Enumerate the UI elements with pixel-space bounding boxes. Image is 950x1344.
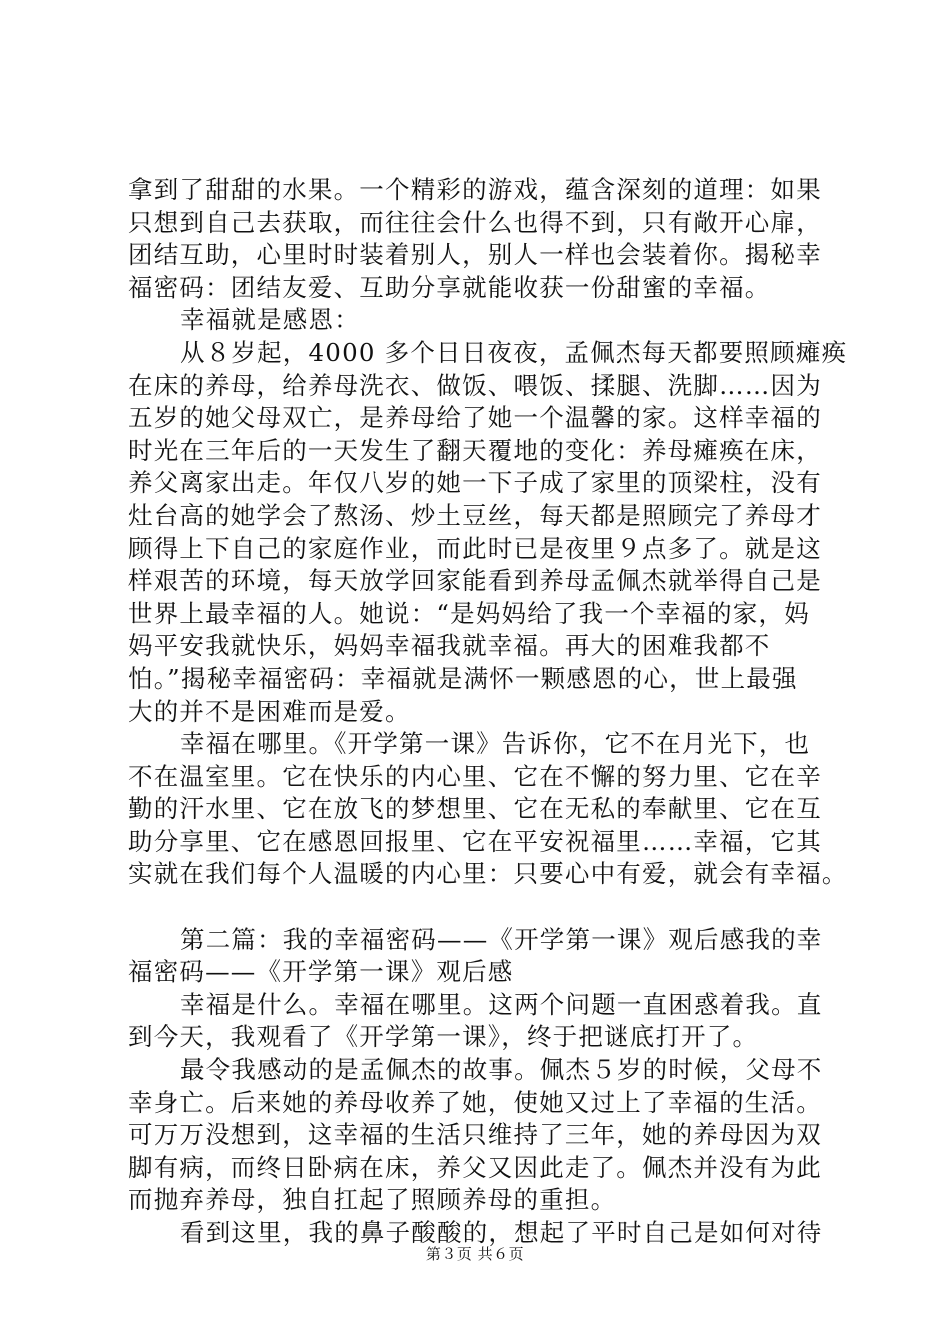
text-line: 怕。”揭秘幸福密码：幸福就是满怀一颗感恩的心，世上最强	[128, 663, 798, 693]
text-line: 勤的汗水里、它在放飞的梦想里、它在无私的奉献里、它在互	[128, 794, 822, 824]
text-line: 幸福就是感恩：	[180, 305, 360, 335]
blank-line	[128, 891, 840, 924]
text-line: 幸福是什么。幸福在哪里。这两个问题一直困惑着我。直	[180, 989, 823, 1019]
text-line: 看到这里，我的鼻子酸酸的，想起了平时自己是如何对待	[180, 1218, 823, 1247]
text-line: 第二篇：我的幸福密码——《开学第一课》观后感我的幸	[180, 924, 823, 954]
text-line: 五岁的她父母双亡，是养母给了她一个温馨的家。这样幸福的	[128, 403, 822, 433]
text-line: 时光在三年后的一天发生了翻天覆地的变化：养母瘫痪在床，	[128, 435, 822, 465]
text-line: 拿到了甜甜的水果。一个精彩的游戏，蕴含深刻的道理：如果	[128, 175, 822, 204]
text-line: 样艰苦的环境，每天放学回家能看到养母孟佩杰就举得自己是	[128, 566, 822, 596]
text-line: 顾得上下自己的家庭作业，而此时已是夜里９点多了。就是这	[128, 533, 822, 563]
text-line: 不在温室里。它在快乐的内心里、它在不懈的努力里、它在辛	[128, 761, 822, 791]
page-footer: 第３页 共６页	[425, 1245, 525, 1263]
text-line: 大的并不是困难而是爱。	[128, 696, 411, 726]
text-line: 只想到自己去获取，而往往会什么也得不到，只有敞开心扉，	[128, 207, 822, 237]
text-line: 妈平安我就快乐，妈妈幸福我就幸福。再大的困难我都不	[128, 631, 771, 661]
text-line: 从８岁起，4000 多个日日夜夜，孟佩杰每天都要照顾瘫痪	[180, 337, 848, 367]
text-line: 到今天，我观看了《开学第一课》，终于把谜底打开了。	[128, 1022, 759, 1052]
text-line: 福密码——《开学第一课》观后感	[128, 957, 514, 987]
text-line: 福密码：团结友爱、互助分享就能收获一份甜蜜的幸福。	[128, 272, 771, 302]
text-line: 幸福在哪里。《开学第一课》告诉你，它不在月光下，也	[180, 729, 811, 759]
text-line: 而抛弃养母，独自扛起了照顾养母的重担。	[128, 1185, 617, 1215]
text-line: 养父离家出走。年仅八岁的她一下子成了家里的顶梁柱，没有	[128, 468, 822, 498]
text-line: 在床的养母，给养母洗衣、做饭、喂饭、揉腿、洗脚……因为	[128, 370, 822, 400]
text-line: 世界上最幸福的人。她说：“是妈妈给了我一个幸福的家，妈	[128, 598, 810, 628]
text-line: 幸身亡。后来她的养母收养了她，使她又过上了幸福的生活。	[128, 1087, 822, 1117]
text-line: 脚有病，而终日卧病在床，养父又因此走了。佩杰并没有为此	[128, 1152, 822, 1182]
document-body	[128, 174, 848, 1250]
text-line: 助分享里、它在感恩回报里、它在平安祝福里……幸福，它其	[128, 826, 822, 856]
text-line: 灶台高的她学会了熬汤、炒土豆丝，每天都是照顾完了养母才	[128, 500, 822, 530]
text-line: 团结互助，心里时时装着别人，别人一样也会装着你。揭秘幸	[128, 240, 822, 270]
text-line: 实就在我们每个人温暖的内心里：只要心中有爱，就会有幸福。	[128, 859, 848, 889]
text-line: 可万万没想到，这幸福的生活只维持了三年，她的养母因为双	[128, 1120, 822, 1150]
text-line: 最令我感动的是孟佩杰的故事。佩杰５岁的时候，父母不	[180, 1055, 823, 1085]
